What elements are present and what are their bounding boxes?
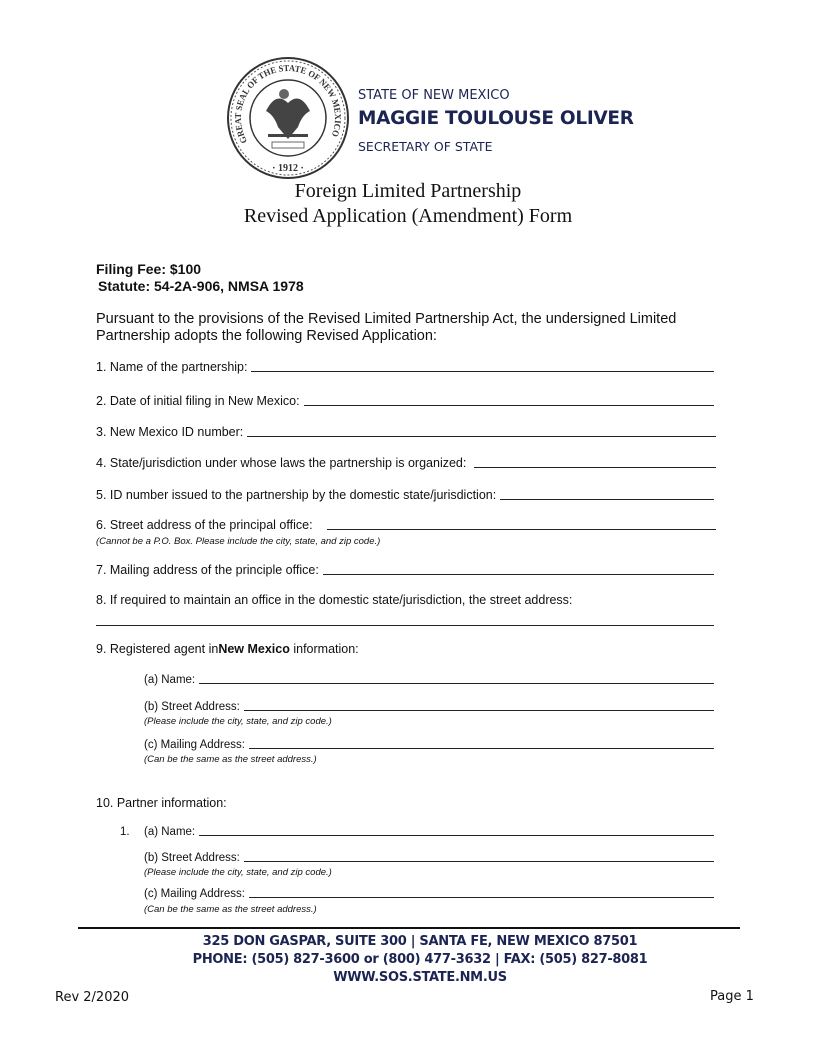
field-label: 4. State/jurisdiction under whose laws the partnership is organized:	[96, 456, 467, 470]
field-label: (c) Mailing Address:	[144, 739, 245, 751]
footer-divider	[78, 927, 740, 929]
field-note: (Cannot be a P.O. Box. Please include the city, state, and zip code.)	[96, 536, 381, 547]
input-line[interactable]	[251, 370, 714, 372]
field-label: 7. Mailing address of the principle office:	[96, 563, 319, 577]
partners-heading: 10. Partner information:	[96, 796, 227, 810]
intro-paragraph: Pursuant to the provisions of the Revised Limited Partnership Act, the undersigned Limited Partnership adopts the following Revised Application:	[96, 311, 677, 344]
footer-phone: PHONE: (505) 827-3600 or (800) 477-3632 | FAX: (505) 827-8081	[192, 952, 648, 967]
field-label: 1. Name of the partnership:	[96, 360, 248, 374]
field-label: (a) Name:	[144, 674, 196, 686]
filing-fee: Filing Fee: $100	[96, 261, 202, 277]
field-label: 3. New Mexico ID number:	[96, 425, 244, 439]
input-line[interactable]	[247, 435, 716, 437]
header-official-name: MAGGIE TOULOUSE OLIVER	[358, 108, 634, 129]
agent-name-field[interactable]	[144, 674, 714, 686]
page-number: Page 1	[710, 989, 754, 1004]
field-domestic-office-line[interactable]	[96, 625, 714, 626]
partner-number: 1.	[120, 826, 130, 838]
field-label: 5. ID number issued to the partnership by the domestic state/jurisdiction:	[96, 488, 497, 502]
field-principal-street[interactable]	[96, 518, 716, 532]
field-label: (a) Name:	[144, 826, 196, 838]
field-note: (Can be the same as the street address.)	[144, 754, 317, 765]
field-note: (Can be the same as the street address.)	[144, 904, 317, 915]
svg-text:GREAT SEAL OF THE STATE OF NEW: GREAT SEAL OF THE STATE OF NEW MEXICO	[232, 62, 344, 146]
partner-name-field[interactable]	[144, 826, 714, 838]
partner-mailing-field[interactable]	[144, 888, 714, 900]
input-line[interactable]	[199, 834, 714, 836]
input-line[interactable]	[304, 404, 714, 406]
input-line[interactable]	[249, 747, 714, 749]
field-nm-id-number[interactable]	[96, 425, 716, 439]
revision-date: Rev 2/2020	[55, 990, 130, 1005]
field-label: 6. Street address of the principal office:	[96, 518, 313, 532]
agent-mailing-field[interactable]	[144, 739, 714, 751]
field-note: (Please include the city, state, and zip code.)	[144, 867, 332, 878]
field-principal-mailing[interactable]	[96, 563, 714, 577]
input-line[interactable]	[199, 682, 714, 684]
svg-text:· 1912 ·: · 1912 ·	[272, 163, 304, 174]
input-line[interactable]	[244, 709, 714, 711]
field-label: (b) Street Address:	[144, 701, 240, 713]
field-initial-filing-date[interactable]	[96, 394, 714, 408]
form-subtitle: Revised Application (Amendment) Form	[243, 205, 573, 227]
state-seal-logo	[226, 56, 350, 180]
field-domestic-id[interactable]	[96, 488, 714, 502]
field-label: 2. Date of initial filing in New Mexico:	[96, 394, 300, 408]
field-label: (c) Mailing Address:	[144, 888, 245, 900]
footer-address: 325 DON GASPAR, SUITE 300 | SANTA FE, NEW MEXICO 87501	[202, 934, 638, 949]
footer-website[interactable]: WWW.SOS.STATE.NM.US	[333, 970, 507, 985]
field-note: (Please include the city, state, and zip code.)	[144, 716, 332, 727]
field-label: (b) Street Address:	[144, 852, 240, 864]
agent-street-field[interactable]	[144, 701, 714, 713]
agent-heading: 9. Registered agent in New Mexico information:	[96, 642, 359, 656]
field-domestic-office-label: 8. If required to maintain an office in the domestic state/jurisdiction, the street address:	[96, 593, 573, 607]
form-title: Foreign Limited Partnership	[294, 180, 522, 202]
input-line[interactable]	[474, 466, 716, 468]
input-line[interactable]	[327, 528, 716, 530]
statute: Statute: 54-2A-906, NMSA 1978	[98, 278, 304, 294]
partner-street-field[interactable]	[144, 852, 714, 864]
field-jurisdiction[interactable]	[96, 456, 716, 470]
input-line[interactable]	[249, 896, 714, 898]
header-state: STATE OF NEW MEXICO	[358, 88, 510, 103]
field-partnership-name[interactable]	[96, 360, 714, 374]
input-line[interactable]	[500, 498, 714, 500]
input-line[interactable]	[244, 860, 714, 862]
header-office: SECRETARY OF STATE	[358, 139, 493, 154]
input-line[interactable]	[323, 573, 714, 575]
